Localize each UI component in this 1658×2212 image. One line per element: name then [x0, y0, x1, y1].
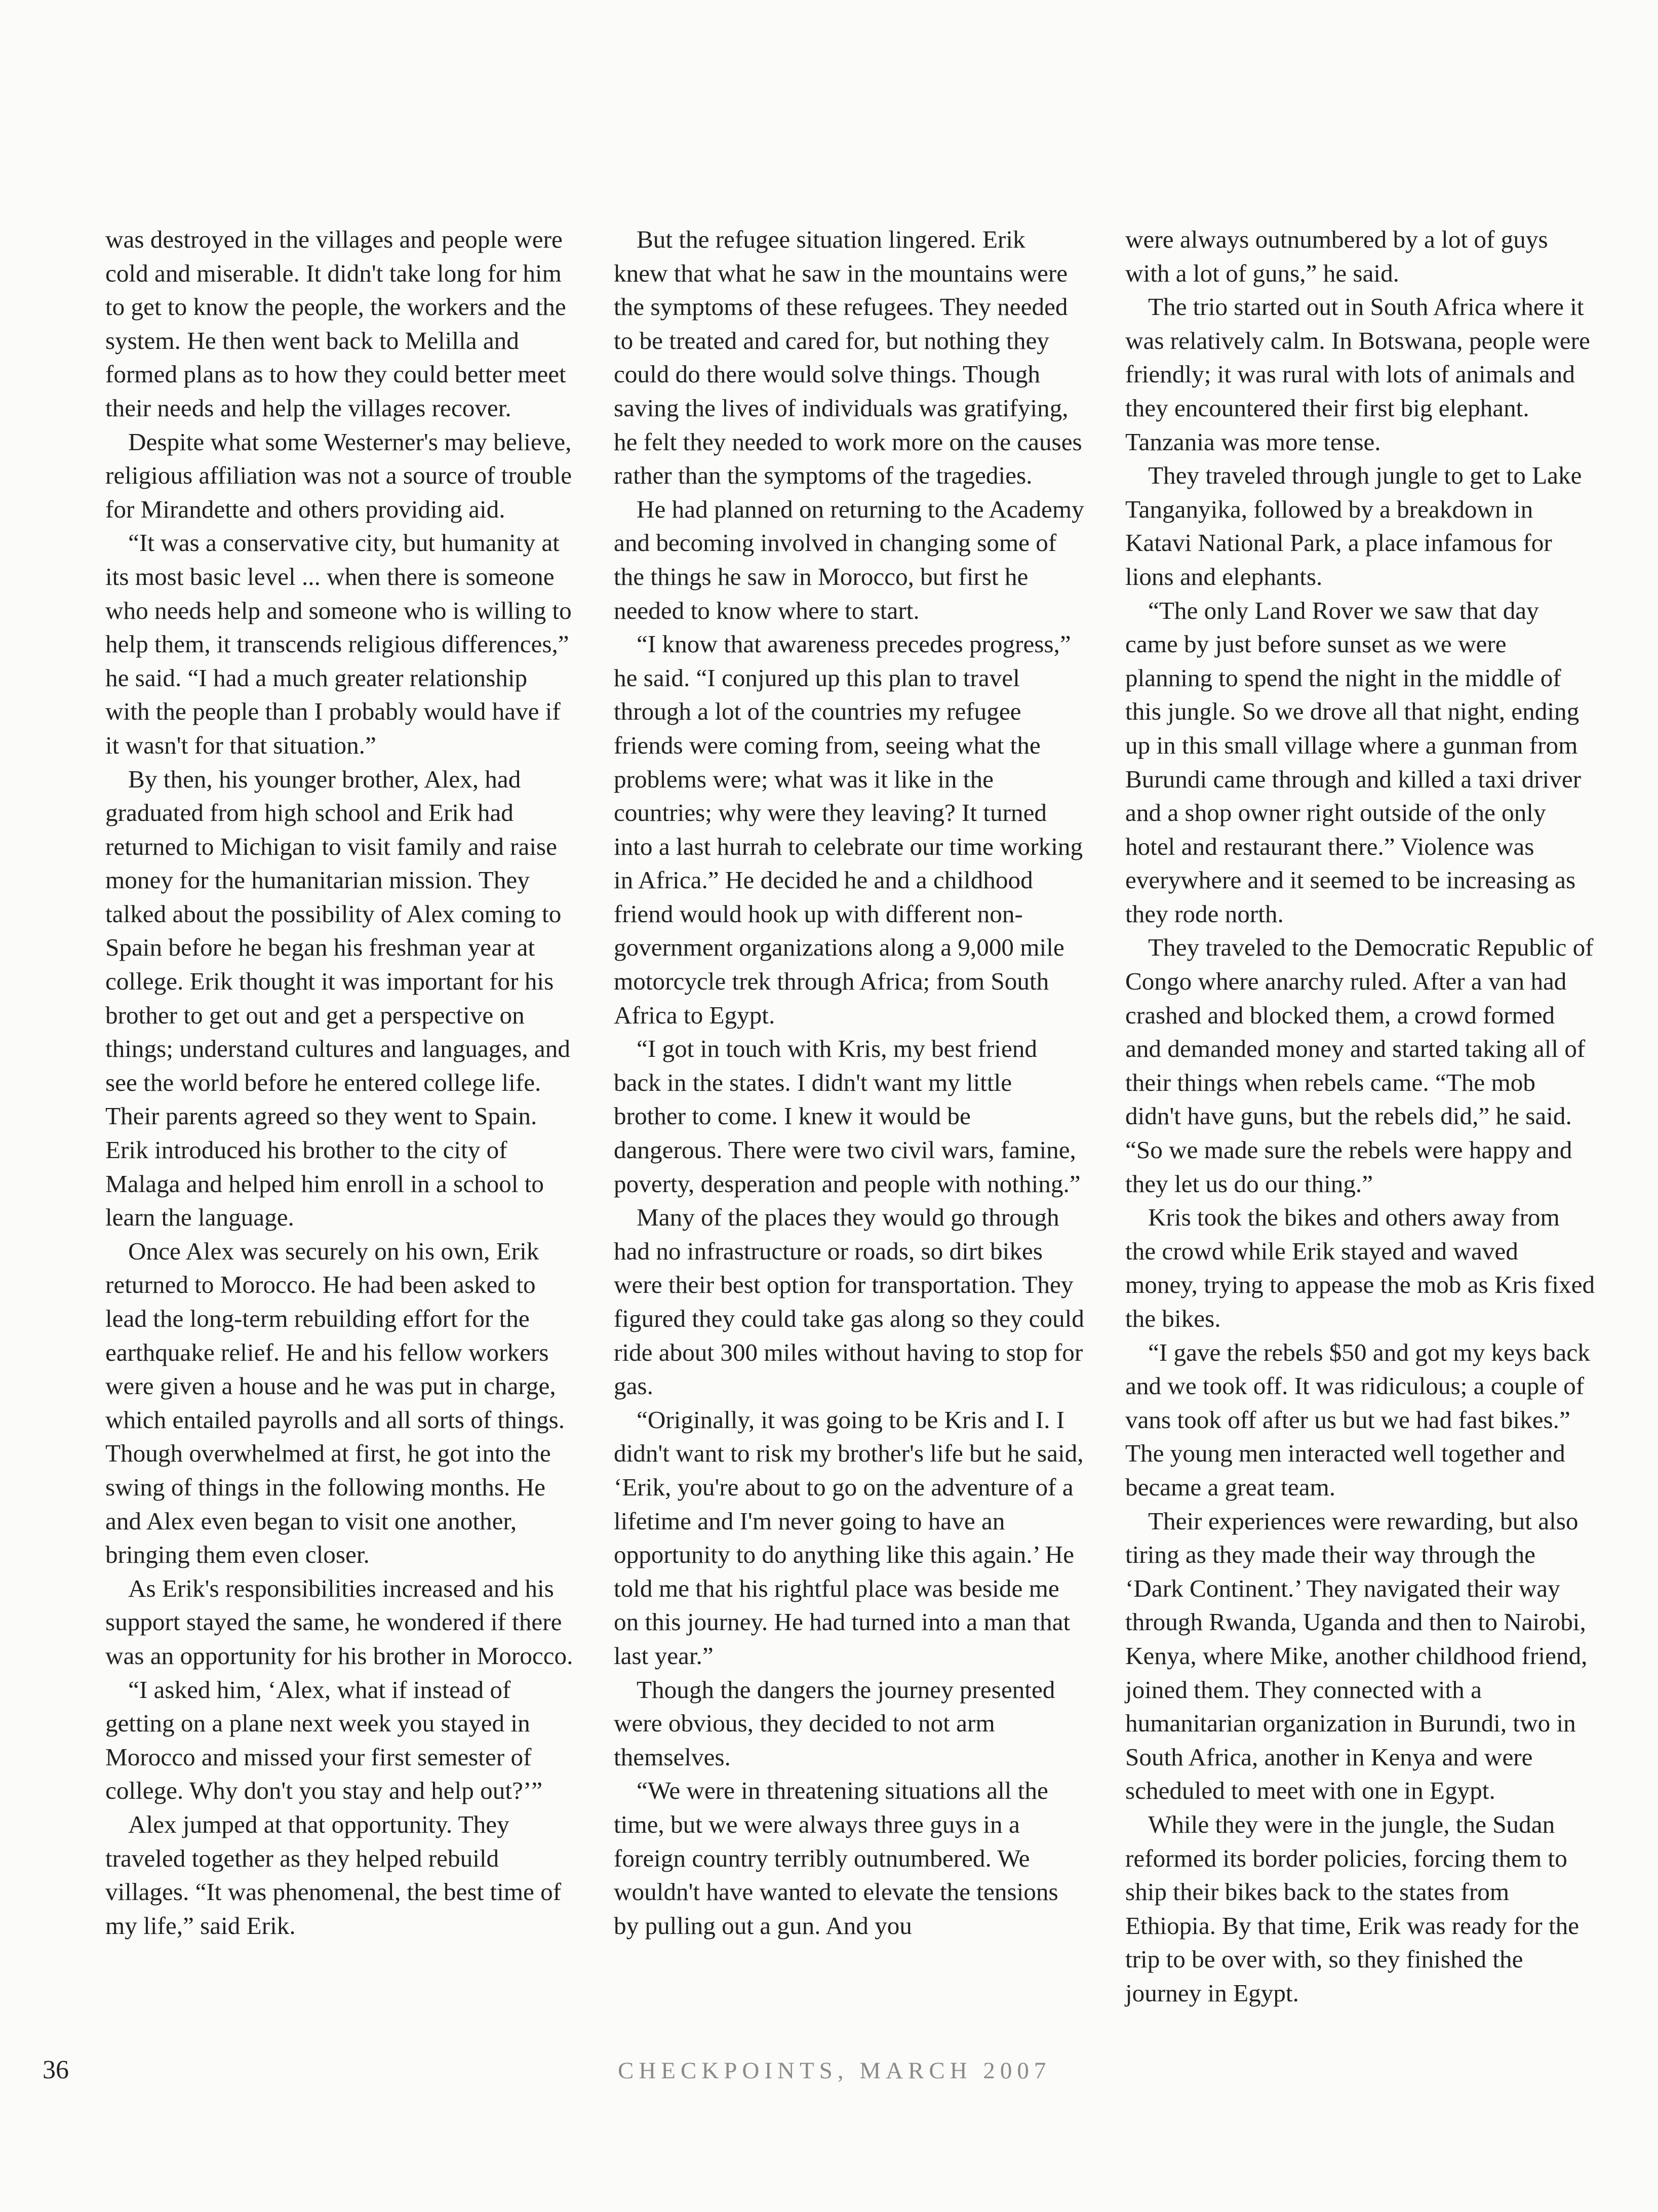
paragraph: “It was a conservative city, but humanity at its most basic level ... when there is someone who needs help and someone who is willing to help them, it transcends religious differences,” he said. “I had a much greater relationship with the people than I probably would have if it wasn't for that situation.”: [105, 529, 572, 759]
paragraph: “I know that awareness precedes progress,” he said. “I conjured up this plan to travel through a lot of the countries my refugee friends were coming from, seeing what the problems were; what was it like in the countries; why were they leaving? It turned into a last hurrah to celebrate our time working in Africa.” He decided he and a childhood friend would hook up with different non-government organizations along a 9,000 mile motorcycle trek through Africa; from South Africa to Egypt.: [614, 630, 1083, 1029]
paragraph: “I asked him, ‘Alex, what if instead of getting on a plane next week you stayed in Morocco and missed your first semester of college. Why don't you stay and help out?’”: [105, 1675, 543, 1805]
paragraph: The trio started out in South Africa where it was relatively calm. In Botswana, people were friendly; it was rural with lots of animals and they encountered their first big elephant. Tanzania was more tense.: [1125, 293, 1590, 456]
paragraph: Once Alex was securely on his own, Erik returned to Morocco. He had been asked to lead the long-term rebuilding effort for the earthquake relief. He and his fellow workers were given a house and he was put in charge, which entailed payrolls and all sorts of things. Though overwhelmed at first, he got into the swing of things in the following months. He and Alex even began to visit one another, bringing them even closer.: [105, 1237, 565, 1569]
paragraph: “The only Land Rover we saw that day came by just before sunset as we were planning to spend the night in the middle of this jungle. So we drove all that night, ending up in this small village where a gunman from Burundi came through and killed a taxi driver and a shop owner right outside of the only hotel and restaurant there.” Violence was everywhere and it seemed to be increasing as they rode north.: [1125, 596, 1582, 928]
article-column-2: [614, 223, 1085, 1943]
paragraph: “Originally, it was going to be Kris and I. I didn't want to risk my brother's life but he said, ‘Erik, you're about to go on the adventure of a lifetime and I'm never going to have an opportunity to do anything like this again.’ He told me that his rightful place was beside me on this journey. He had turned into a man that last year.”: [614, 1405, 1084, 1670]
paragraph: While they were in the jungle, the Sudan reformed its border policies, forcing them to ship their bikes back to the states from Ethiopia. By that time, Erik was ready for the trip to be over with, so they finished the journey in Egypt.: [1125, 1810, 1580, 2007]
paragraph: Kris took the bikes and others away from the crowd while Erik stayed and waved money, trying to appease the mob as Kris fixed the bikes.: [1125, 1203, 1595, 1332]
paragraph: They traveled through jungle to get to Lake Tanganyika, followed by a breakdown in Katavi National Park, a place infamous for lions and elephants.: [1125, 461, 1582, 590]
paragraph: “I gave the rebels $50 and got my keys back and we took off. It was ridiculous; a couple of vans took off after us but we had fast bikes.” The young men interacted well together and became a great team.: [1125, 1338, 1590, 1501]
paragraph: They traveled to the Democratic Republic of Congo where anarchy ruled. After a van had crashed and blocked them, a crowd formed and demanded money and started taking all of their things when rebels came. “The mob didn't have guns, but the rebels did,” he said. “So we made sure the rebels were happy and they let us do our thing.”: [1125, 933, 1594, 1198]
paragraph: But the refugee situation lingered. Erik knew that what he saw in the mountains were the symptoms of these refugees. They needed to be treated and cared for, but nothing they could do there would solve things. Though saving the lives of individuals was gratifying, he felt they needed to work more on the causes rather than the symptoms of the tragedies.: [614, 225, 1082, 490]
paragraph: Many of the places they would go through had no infrastructure or roads, so dirt bikes were their best option for transportation. They figured they could take gas along so they could ride about 300 miles without having to stop for gas.: [614, 1203, 1084, 1400]
paragraph: Alex jumped at that opportunity. They traveled together as they helped rebuild villages. “It was phenomenal, the best time of my life,” said Erik.: [105, 1810, 562, 1940]
paragraph: “I got in touch with Kris, my best friend back in the states. I didn't want my little brother to come. I knew it would be dangerous. There were two civil wars, famine, poverty, desperation and people with nothing.”: [614, 1035, 1081, 1198]
article-column-3: [1125, 223, 1596, 2010]
paragraph: was destroyed in the villages and people were cold and miserable. It didn't take long for him to get to know the people, the workers and the system. He then went back to Melilla and formed plans as to how they could better meet their needs and help the villages recover.: [105, 225, 566, 422]
paragraph: Though the dangers the journey presented were obvious, they decided to not arm themselves.: [614, 1675, 1055, 1771]
page-number: 36: [43, 2056, 69, 2084]
paragraph: were always outnumbered by a lot of guys with a lot of guns,” he said.: [1125, 225, 1548, 287]
publication-footer: CHECKPOINTS, MARCH 2007: [618, 2058, 1051, 2084]
paragraph: By then, his younger brother, Alex, had graduated from high school and Erik had returned to Michigan to visit family and raise money for the humanitarian mission. They talked about the possibility of Alex coming to Spain before he began his freshman year at college. Erik thought it was important for his brother to get out and get a perspective on things; understand cultures and languages, and see the world before he entered college life. Their parents agreed so they went to Spain. Erik introduced his brother to the city of Malaga and helped him enroll in a school to learn the language.: [105, 765, 570, 1232]
paragraph: Despite what some Westerner's may believe, religious affiliation was not a source of trouble for Mirandette and others providing aid.: [105, 427, 572, 523]
paragraph: As Erik's responsibilities increased and his support stayed the same, he wondered if there was an opportunity for his brother in Morocco.: [105, 1574, 573, 1670]
paragraph: He had planned on returning to the Academy and becoming involved in changing some of the things he saw in Morocco, but first he needed to know where to start.: [614, 495, 1084, 624]
article-column-1: [105, 223, 576, 1943]
paragraph: “We were in threatening situations all the time, but we were always three guys in a foreign country terribly outnumbered. We wouldn't have wanted to elevate the tensions by pulling out a gun. And you: [614, 1776, 1058, 1940]
paragraph: Their experiences were rewarding, but also tiring as they made their way through the ‘Dark Continent.’ They navigated their way through Rwanda, Uganda and then to Nairobi, Kenya, where Mike, another childhood friend, joined them. They connected with a humanitarian organization in Burundi, two in South Africa, another in Kenya and were scheduled to meet with one in Egypt.: [1125, 1507, 1588, 1805]
